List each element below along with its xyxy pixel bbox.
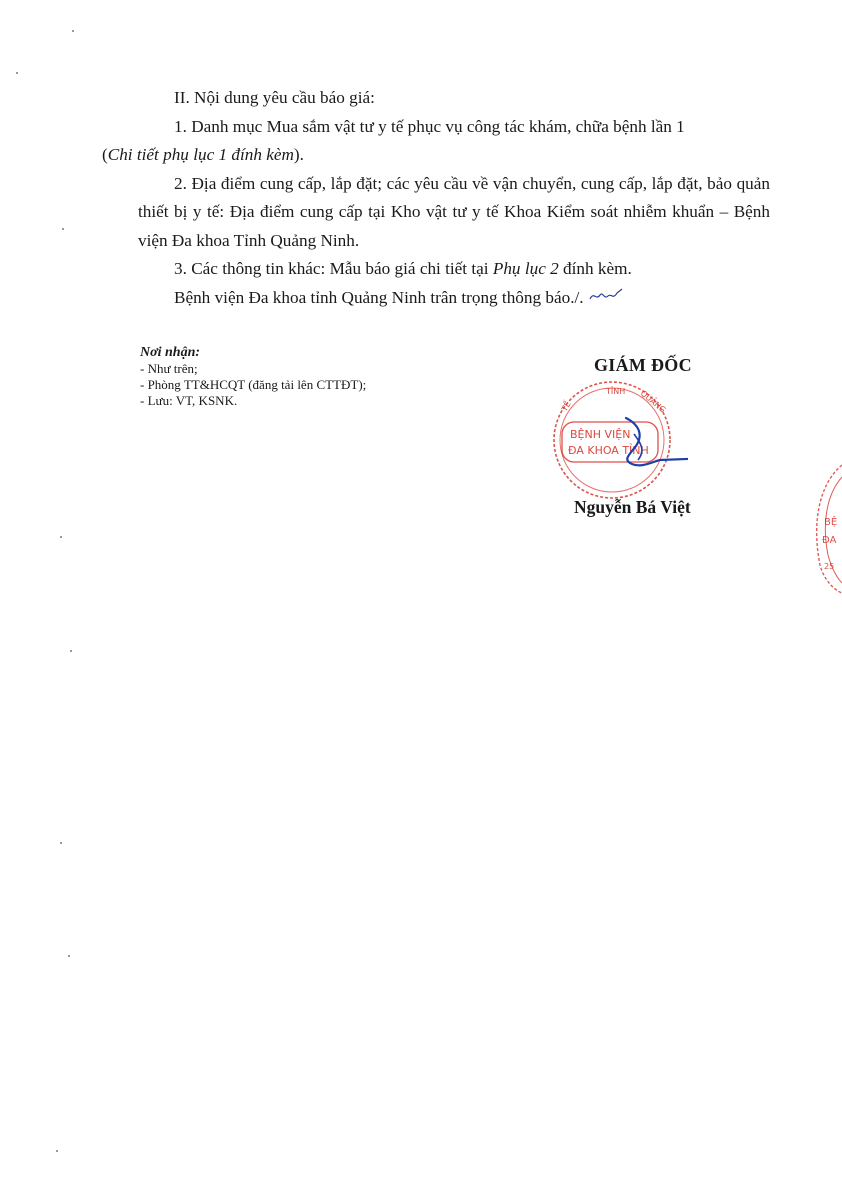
stamp-line-1: BỆNH VIỆN xyxy=(570,428,631,441)
stamp-right-arc: QUẢNG xyxy=(638,388,668,415)
item-1-open-paren: ( xyxy=(102,145,108,164)
item-3-italic: Phụ lục 2 xyxy=(492,259,559,278)
item-1-close: ). xyxy=(293,145,304,164)
recipient-item: - Lưu: VT, KSNK. xyxy=(140,393,238,408)
edge-stamp-line-3: 25 xyxy=(824,562,835,571)
scan-speck xyxy=(62,228,64,230)
item-3-tail: đính kèm. xyxy=(558,259,632,278)
recipient-item: - Như trên; xyxy=(140,361,198,376)
signer-name: Nguyễn Bá Việt xyxy=(574,497,691,517)
edge-stamp-line-1: BỆ xyxy=(824,517,838,528)
scan-speck xyxy=(70,650,72,652)
scan-speck xyxy=(72,30,74,32)
scan-speck xyxy=(60,842,62,844)
item-2: 2. Địa điểm cung cấp, lắp đặt; các yêu cầu về vận chuyển, cung cấp, lắp đặt, bảo quản thiết bị y tế: Địa điểm cung cấp tại Kho vật tư y tế Khoa Kiểm soát nhiễm khuẩn – Bệnh viện Đa khoa Tỉnh Quảng Ninh. xyxy=(138,173,770,250)
edge-stamp-line-2: ĐA xyxy=(822,535,837,546)
recipients-title: Nơi nhận: xyxy=(140,345,201,360)
item-1-text: 1. Danh mục Mua sắm vật tư y tế phục vụ công tác khám, chữa bệnh lần 1 xyxy=(174,116,685,136)
signer-title: GIÁM ĐỐC xyxy=(594,355,692,375)
edge-stamp-fragment xyxy=(808,455,842,595)
official-stamp xyxy=(548,372,688,502)
scan-speck xyxy=(68,955,70,957)
initials-scribble xyxy=(588,287,624,303)
section-heading: II. Nội dung yêu cầu báo giá: xyxy=(174,88,375,107)
recipients-block xyxy=(140,345,366,409)
item-1 xyxy=(102,113,770,170)
recipient-item: - Phòng TT&HCQT (đăng tải lên CTTĐT); xyxy=(140,377,367,392)
scan-speck xyxy=(56,1150,58,1152)
item-3-text: 3. Các thông tin khác: Mẫu báo giá chi tiết tại xyxy=(174,259,493,278)
stamp-left-arc: TẾ xyxy=(559,399,573,413)
stamp-line-2: ĐA KHOA TỈNH xyxy=(568,444,649,457)
item-3 xyxy=(138,255,770,284)
closing-text: Bệnh viện Đa khoa tỉnh Quảng Ninh trân trọng thông báo./. xyxy=(174,287,584,307)
stamp-top-arc: TỈNH xyxy=(606,387,626,396)
closing-line xyxy=(138,284,770,313)
scan-speck xyxy=(16,72,18,74)
scan-speck xyxy=(60,536,62,538)
signature-stroke xyxy=(626,418,688,465)
item-1-italic: Chi tiết phụ lục 1 đính kèm xyxy=(107,145,294,164)
body-text xyxy=(102,84,770,312)
